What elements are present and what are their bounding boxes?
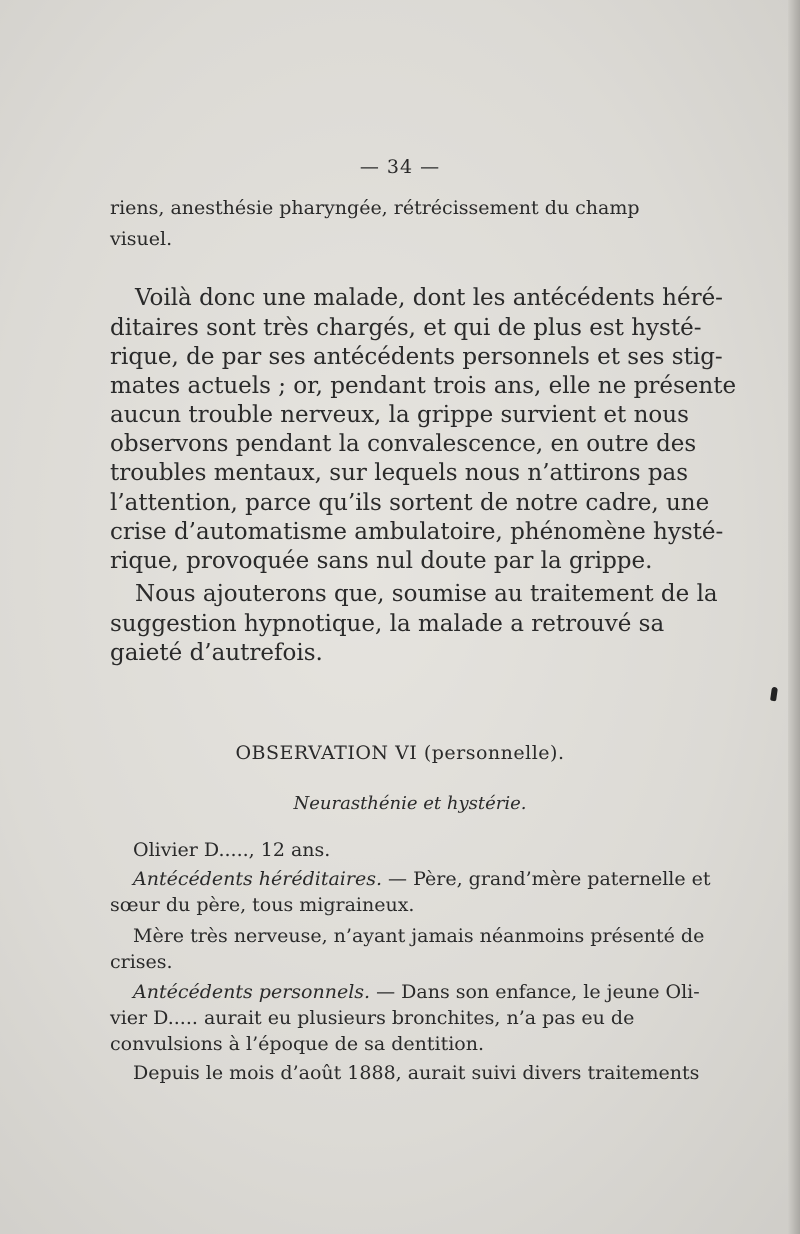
text-line: sœur du père, tous migraineux. <box>110 894 415 916</box>
text-line: mates actuels ; or, pendant trois ans, elle ne présente <box>110 373 737 399</box>
text-line: Antécédents héréditaires. — Père, grand’mère paternelle et <box>133 868 711 890</box>
text-line: visuel. <box>110 228 173 250</box>
text-line: Depuis le mois d’août 1888, aurait suivi divers traitements <box>133 1062 700 1084</box>
observation-heading: OBSERVATION VI (personnelle). <box>235 742 565 764</box>
text-line: observons pendant la convalescence, en outre des <box>110 431 697 457</box>
page-edge-shadow <box>788 0 800 1234</box>
page-number: — 34 — <box>359 156 441 178</box>
text-line: convulsions à l’époque de sa dentition. <box>110 1033 485 1055</box>
text-line: Antécédents personnels. — Dans son enfance, le jeune Oli- <box>133 981 700 1003</box>
text-line: Voilà donc une malade, dont les antécédents héré- <box>135 285 723 311</box>
text-line: riens, anesthésie pharyngée, rétrécissement du champ <box>110 197 640 219</box>
text-line: suggestion hypnotique, la malade a retrouvé sa <box>110 611 665 637</box>
text-line: vier D..... aurait eu plusieurs bronchites, n’a pas eu de <box>110 1007 635 1029</box>
text-line: l’attention, parce qu’ils sortent de notre cadre, une <box>110 490 710 516</box>
text-line: troubles mentaux, sur lequels nous n’attirons pas <box>110 460 689 486</box>
text-line: crise d’automatisme ambulatoire, phénomène hysté- <box>110 519 724 545</box>
text-line: rique, de par ses antécédents personnels et ses stig- <box>110 344 723 370</box>
text-line: rique, provoquée sans nul doute par la grippe. <box>110 548 653 574</box>
observation-subheading: Neurasthénie et hystérie. <box>293 793 527 814</box>
text-line: crises. <box>110 951 173 973</box>
text-line: gaieté d’autrefois. <box>110 640 323 666</box>
text-line: aucun trouble nerveux, la grippe survient et nous <box>110 402 689 428</box>
text-line: Olivier D....., 12 ans. <box>133 839 331 861</box>
text-line: ditaires sont très chargés, et qui de plus est hysté- <box>110 315 702 341</box>
text-line: Nous ajouterons que, soumise au traitement de la <box>135 581 718 607</box>
text-line: Mère très nerveuse, n’ayant jamais néanmoins présenté de <box>133 925 705 947</box>
